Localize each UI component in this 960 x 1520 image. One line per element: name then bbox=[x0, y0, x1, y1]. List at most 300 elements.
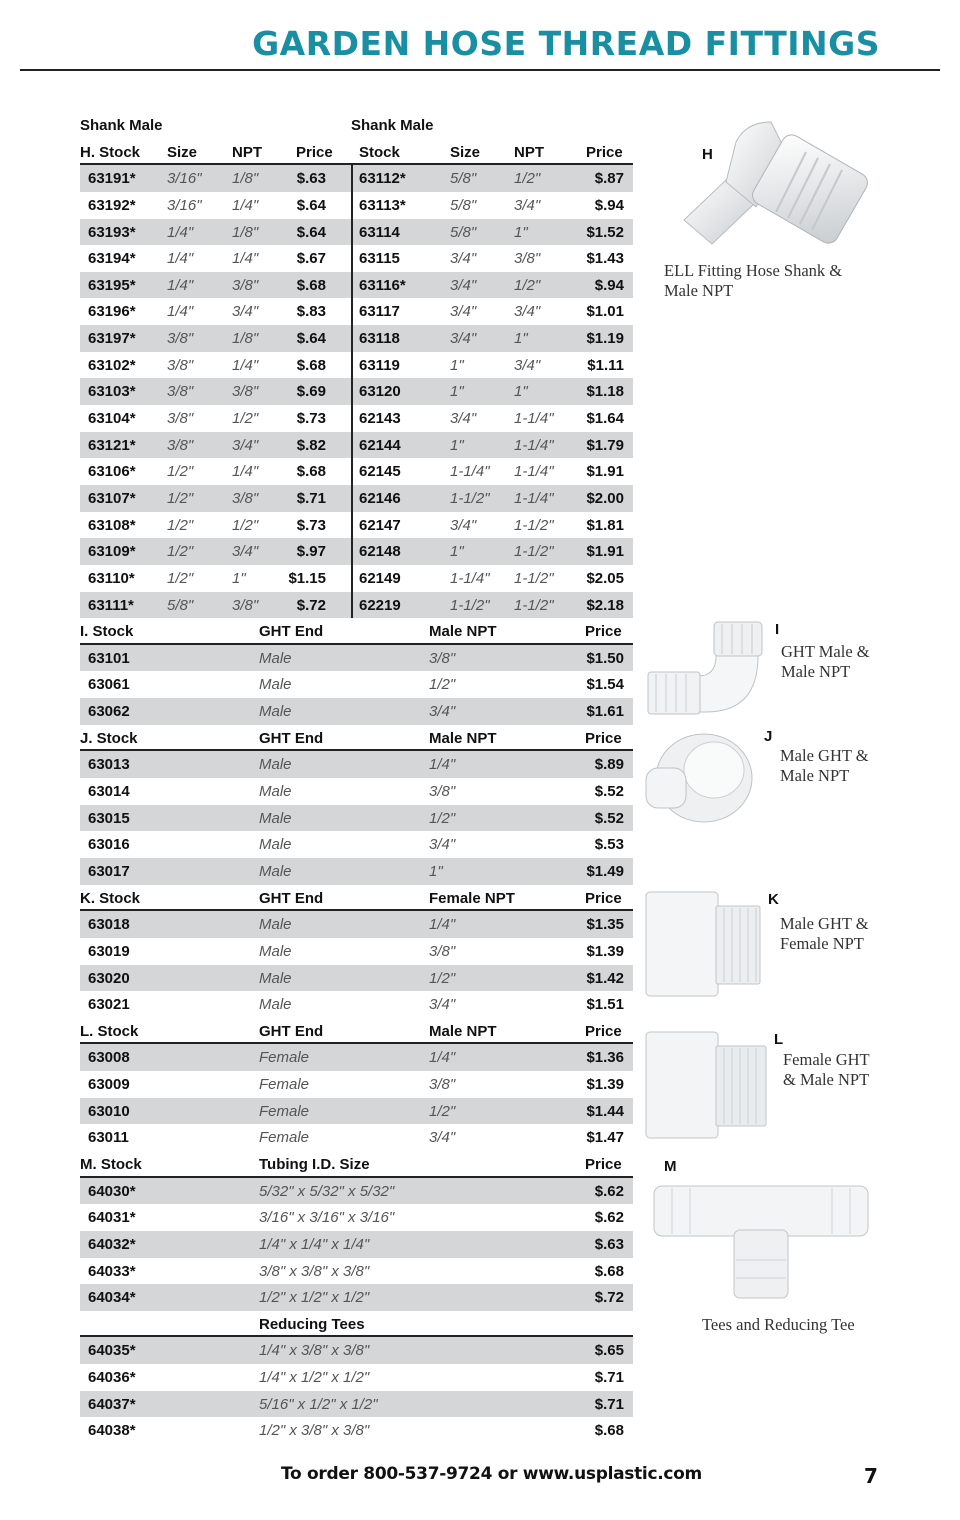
col-price: Price bbox=[585, 729, 622, 747]
figure-j-letter: J bbox=[764, 728, 773, 745]
price: $.82 bbox=[296, 436, 326, 454]
npt-size: 1/8" bbox=[232, 223, 259, 241]
table-row bbox=[80, 1044, 633, 1071]
page-number: 7 bbox=[864, 1464, 878, 1488]
stock-number: 62149 bbox=[359, 569, 401, 587]
caption-line: Male GHT & bbox=[780, 914, 869, 933]
stock-number: 62146 bbox=[359, 489, 401, 507]
col-ght-end: GHT End bbox=[259, 889, 324, 907]
stock-number: 63120 bbox=[359, 383, 401, 401]
table-row bbox=[80, 485, 633, 512]
npt-size: 1" bbox=[429, 862, 443, 880]
npt-size: 1/2" bbox=[514, 170, 541, 188]
ght-end: Male bbox=[259, 756, 292, 774]
section-h-group-header bbox=[80, 112, 633, 139]
stock-number: 62143 bbox=[359, 410, 401, 428]
price: $.52 bbox=[594, 783, 624, 801]
ght-end: Male bbox=[259, 862, 292, 880]
price: $1.47 bbox=[586, 1129, 624, 1147]
ght-end: Female bbox=[259, 1102, 310, 1120]
section-h-rows bbox=[80, 165, 633, 618]
col-stock: H. Stock bbox=[80, 143, 141, 161]
price: $2.05 bbox=[586, 569, 624, 587]
page-title: GARDEN HOSE THREAD FITTINGS bbox=[252, 24, 880, 63]
price: $.63 bbox=[594, 1235, 624, 1253]
col-stock: M. Stock bbox=[80, 1155, 142, 1173]
stock-number: 63111* bbox=[88, 596, 134, 614]
col-npt-right: NPT bbox=[514, 143, 544, 161]
price: $.64 bbox=[296, 330, 326, 348]
npt-size: 1/2" bbox=[429, 676, 456, 694]
shank-size: 1" bbox=[450, 436, 464, 454]
npt-size: 3/8" bbox=[429, 942, 456, 960]
npt-size: 3/8" bbox=[232, 276, 259, 294]
price: $.68 bbox=[594, 1262, 624, 1280]
col-stock: L. Stock bbox=[80, 1022, 139, 1040]
stock-number: 63197* bbox=[88, 330, 136, 348]
shank-size: 3/4" bbox=[450, 330, 477, 348]
col-size: Size bbox=[167, 143, 198, 161]
npt-size: 1/4" bbox=[429, 756, 456, 774]
price: $.64 bbox=[296, 196, 326, 214]
figure-m-letter: M bbox=[664, 1158, 677, 1175]
ght-end: Female bbox=[259, 1049, 310, 1067]
stock-number: 64035* bbox=[88, 1342, 136, 1360]
ght-end: Male bbox=[259, 942, 292, 960]
table-row bbox=[80, 1098, 633, 1125]
col-male-npt: Male NPT bbox=[429, 729, 497, 747]
shank-size: 3/16" bbox=[167, 170, 202, 188]
section-k-header bbox=[80, 885, 633, 912]
table-row bbox=[80, 565, 633, 592]
stock-number: 63107* bbox=[88, 489, 136, 507]
price: $1.44 bbox=[586, 1102, 624, 1120]
table-row bbox=[80, 512, 633, 539]
col-female-npt: Female NPT bbox=[429, 889, 515, 907]
npt-size: 3/4" bbox=[232, 436, 259, 454]
stock-number: 63113* bbox=[359, 196, 406, 214]
tubing-size: 3/16" x 3/16" x 3/16" bbox=[259, 1209, 395, 1227]
male-ght-male-npt-image bbox=[644, 728, 756, 828]
shank-size: 1-1/2" bbox=[450, 596, 490, 614]
stock-number: 64032* bbox=[88, 1235, 136, 1253]
tubing-size: 3/8" x 3/8" x 3/8" bbox=[259, 1262, 370, 1280]
section-j-rows bbox=[80, 751, 633, 884]
shank-size: 3/4" bbox=[450, 276, 477, 294]
tubing-size: 1/4" x 1/2" x 1/2" bbox=[259, 1369, 370, 1387]
npt-size: 1" bbox=[514, 383, 528, 401]
stock-number: 63015 bbox=[88, 809, 130, 827]
tubing-size: 1/4" x 3/8" x 3/8" bbox=[259, 1342, 370, 1360]
tubing-size: 5/32" x 5/32" x 5/32" bbox=[259, 1182, 395, 1200]
stock-number: 62148 bbox=[359, 543, 401, 561]
table-row bbox=[80, 1417, 633, 1444]
npt-size: 1/2" bbox=[429, 809, 456, 827]
col-price: Price bbox=[585, 623, 622, 641]
table-row bbox=[80, 911, 633, 938]
price: $.67 bbox=[296, 250, 326, 268]
table-row bbox=[80, 378, 633, 405]
figure-k-caption bbox=[780, 914, 869, 954]
price: $.87 bbox=[594, 170, 624, 188]
shank-size: 1/2" bbox=[167, 463, 194, 481]
shank-size: 1/4" bbox=[167, 223, 194, 241]
table-row bbox=[80, 245, 633, 272]
group-label-right: Shank Male bbox=[351, 117, 434, 134]
npt-size: 3/8" bbox=[232, 596, 259, 614]
npt-size: 3/4" bbox=[514, 196, 541, 214]
col-stock: J. Stock bbox=[80, 729, 138, 747]
table-row bbox=[80, 538, 633, 565]
figure-i-letter: I bbox=[775, 621, 780, 638]
stock-number: 64038* bbox=[88, 1422, 136, 1440]
npt-size: 1-1/2" bbox=[514, 543, 554, 561]
shank-size: 1/2" bbox=[167, 543, 194, 561]
col-price: Price bbox=[585, 1155, 622, 1173]
stock-number: 63008 bbox=[88, 1049, 130, 1067]
price: $1.49 bbox=[586, 862, 624, 880]
npt-size: 1" bbox=[514, 330, 528, 348]
male-ght-female-npt-image bbox=[644, 888, 764, 1000]
npt-size: 1-1/2" bbox=[514, 569, 554, 587]
ght-end: Male bbox=[259, 996, 292, 1014]
npt-size: 1" bbox=[514, 223, 528, 241]
stock-number: 63104* bbox=[88, 410, 136, 428]
stock-number: 63013 bbox=[88, 756, 130, 774]
figure-l-letter: L bbox=[774, 1031, 784, 1048]
stock-number: 64033* bbox=[88, 1262, 136, 1280]
price: $1.15 bbox=[288, 569, 326, 587]
table-row bbox=[80, 671, 633, 698]
stock-number: 62145 bbox=[359, 463, 401, 481]
col-npt: NPT bbox=[232, 143, 262, 161]
npt-size: 1/8" bbox=[232, 330, 259, 348]
ght-end: Male bbox=[259, 649, 292, 667]
stock-number: 63110* bbox=[88, 569, 135, 587]
figure-j-caption bbox=[780, 746, 869, 786]
stock-number: 63101 bbox=[88, 649, 130, 667]
price: $1.91 bbox=[586, 463, 624, 481]
caption-line: Female NPT bbox=[780, 934, 864, 953]
col-stock: I. Stock bbox=[80, 623, 134, 641]
stock-number: 62144 bbox=[359, 436, 401, 454]
shank-size: 1" bbox=[450, 356, 464, 374]
ght-end: Male bbox=[259, 836, 292, 854]
npt-size: 1/2" bbox=[232, 516, 259, 534]
stock-number: 63115 bbox=[359, 250, 400, 268]
price: $.89 bbox=[594, 756, 624, 774]
price: $1.39 bbox=[586, 942, 624, 960]
figure-k-letter: K bbox=[768, 891, 779, 908]
price: $.62 bbox=[594, 1209, 624, 1227]
stock-number: 63117 bbox=[359, 303, 400, 321]
price: $1.54 bbox=[586, 676, 624, 694]
stock-number: 63102* bbox=[88, 356, 136, 374]
npt-size: 1/4" bbox=[232, 250, 259, 268]
table-row bbox=[80, 219, 633, 246]
price: $.83 bbox=[296, 303, 326, 321]
figure-h-letter: H bbox=[702, 146, 713, 163]
tubing-size: 1/4" x 1/4" x 1/4" bbox=[259, 1235, 370, 1253]
section-m-reducing-rows bbox=[80, 1337, 633, 1444]
section-m-header bbox=[80, 1151, 633, 1178]
price: $1.42 bbox=[586, 969, 624, 987]
section-h-column-header bbox=[80, 139, 633, 166]
table-row bbox=[80, 592, 633, 619]
shank-size: 1/2" bbox=[167, 489, 194, 507]
shank-size: 1-1/4" bbox=[450, 463, 490, 481]
figure-i-caption bbox=[781, 642, 870, 682]
stock-number: 63121* bbox=[88, 436, 136, 454]
price: $.52 bbox=[594, 809, 624, 827]
npt-size: 1/2" bbox=[232, 410, 259, 428]
figure-l-caption bbox=[783, 1050, 870, 1090]
table-row bbox=[80, 858, 633, 885]
table-row bbox=[80, 991, 633, 1018]
caption-line: Male GHT & bbox=[780, 746, 869, 765]
npt-size: 1" bbox=[232, 569, 246, 587]
npt-size: 3/4" bbox=[429, 996, 456, 1014]
price: $2.18 bbox=[586, 596, 624, 614]
table-row bbox=[80, 965, 633, 992]
female-ght-male-npt-image bbox=[644, 1028, 770, 1142]
reducing-tees-label: Reducing Tees bbox=[259, 1315, 365, 1333]
stock-number: 63020 bbox=[88, 969, 130, 987]
price: $1.64 bbox=[586, 410, 624, 428]
col-ght-end: GHT End bbox=[259, 623, 324, 641]
ght-end: Male bbox=[259, 783, 292, 801]
col-male-npt: Male NPT bbox=[429, 1022, 497, 1040]
stock-number: 63009 bbox=[88, 1076, 130, 1094]
stock-number: 62219 bbox=[359, 596, 401, 614]
col-ght-end: GHT End bbox=[259, 729, 324, 747]
npt-size: 1/4" bbox=[429, 916, 456, 934]
shank-size: 1-1/4" bbox=[450, 569, 490, 587]
stock-number: 63106* bbox=[88, 463, 136, 481]
ght-end: Male bbox=[259, 969, 292, 987]
caption-line: Female GHT bbox=[783, 1050, 870, 1069]
price: $1.43 bbox=[586, 250, 624, 268]
fittings-tables bbox=[80, 112, 633, 1444]
stock-number: 63192* bbox=[88, 196, 136, 214]
table-row bbox=[80, 831, 633, 858]
npt-size: 1-1/2" bbox=[514, 516, 554, 534]
ght-end: Male bbox=[259, 676, 292, 694]
stock-number: 64030* bbox=[88, 1182, 136, 1200]
ght-end: Male bbox=[259, 809, 292, 827]
shank-size: 3/8" bbox=[167, 383, 194, 401]
price: $1.18 bbox=[586, 383, 624, 401]
npt-size: 3/4" bbox=[232, 303, 259, 321]
price: $.62 bbox=[594, 1182, 624, 1200]
col-size-right: Size bbox=[450, 143, 481, 161]
stock-number: 63119 bbox=[359, 356, 400, 374]
price: $.71 bbox=[296, 489, 326, 507]
price: $1.35 bbox=[586, 916, 624, 934]
title-rule bbox=[20, 69, 940, 71]
price: $.71 bbox=[594, 1395, 624, 1413]
table-row bbox=[80, 352, 633, 379]
price: $1.11 bbox=[587, 356, 624, 374]
price: $.69 bbox=[296, 383, 326, 401]
table-row bbox=[80, 698, 633, 725]
price: $1.91 bbox=[586, 543, 624, 561]
elbow-fitting-image bbox=[676, 112, 876, 262]
price: $.68 bbox=[296, 276, 326, 294]
col-stock: K. Stock bbox=[80, 889, 141, 907]
tubing-size: 1/2" x 1/2" x 1/2" bbox=[259, 1289, 370, 1307]
caption-line: GHT Male & bbox=[781, 642, 870, 661]
price: $1.79 bbox=[586, 436, 624, 454]
figure-h-caption bbox=[664, 261, 842, 301]
stock-number: 63196* bbox=[88, 303, 136, 321]
price: $1.51 bbox=[586, 996, 624, 1014]
col-stock-right: Stock bbox=[359, 143, 400, 161]
table-row bbox=[80, 272, 633, 299]
shank-size: 3/4" bbox=[450, 516, 477, 534]
table-row bbox=[80, 1178, 633, 1205]
price: $1.50 bbox=[586, 649, 624, 667]
npt-size: 1/2" bbox=[429, 1102, 456, 1120]
tubing-size: 1/2" x 3/8" x 3/8" bbox=[259, 1422, 370, 1440]
caption-line: & Male NPT bbox=[783, 1070, 870, 1089]
ght-end: Male bbox=[259, 916, 292, 934]
shank-size: 3/4" bbox=[450, 303, 477, 321]
stock-number: 63195* bbox=[88, 276, 136, 294]
npt-size: 3/4" bbox=[514, 303, 541, 321]
shank-size: 5/8" bbox=[167, 596, 194, 614]
section-l-header bbox=[80, 1018, 633, 1045]
section-i-header bbox=[80, 618, 633, 645]
price: $.68 bbox=[594, 1422, 624, 1440]
shank-size: 3/8" bbox=[167, 436, 194, 454]
stock-number: 63116* bbox=[359, 276, 406, 294]
shank-size: 5/8" bbox=[450, 223, 477, 241]
stock-number: 63016 bbox=[88, 836, 130, 854]
shank-size: 1/2" bbox=[167, 569, 194, 587]
table-row bbox=[80, 645, 633, 672]
col-price: Price bbox=[585, 1022, 622, 1040]
section-l-rows bbox=[80, 1044, 633, 1151]
col-price: Price bbox=[585, 889, 622, 907]
npt-size: 3/4" bbox=[232, 543, 259, 561]
caption-line: Male NPT bbox=[781, 662, 851, 681]
npt-size: 3/8" bbox=[429, 649, 456, 667]
npt-size: 3/8" bbox=[232, 489, 259, 507]
price: $.64 bbox=[296, 223, 326, 241]
npt-size: 1/4" bbox=[429, 1049, 456, 1067]
stock-number: 63019 bbox=[88, 942, 130, 960]
col-price: Price bbox=[296, 143, 333, 161]
stock-number: 63114 bbox=[359, 223, 400, 241]
price: $.72 bbox=[594, 1289, 624, 1307]
tubing-size: 5/16" x 1/2" x 1/2" bbox=[259, 1395, 378, 1413]
price: $1.19 bbox=[586, 330, 624, 348]
group-label-left: Shank Male bbox=[80, 117, 163, 134]
col-price-right: Price bbox=[586, 143, 623, 161]
shank-size: 3/8" bbox=[167, 410, 194, 428]
table-row bbox=[80, 1391, 633, 1418]
caption-line: Male NPT bbox=[664, 281, 734, 300]
stock-number: 63018 bbox=[88, 916, 130, 934]
stock-number: 63193* bbox=[88, 223, 136, 241]
npt-size: 1-1/4" bbox=[514, 436, 554, 454]
stock-number: 63103* bbox=[88, 383, 136, 401]
price: $.53 bbox=[594, 836, 624, 854]
npt-size: 3/8" bbox=[514, 250, 541, 268]
table-row bbox=[80, 298, 633, 325]
price: $1.61 bbox=[586, 703, 624, 721]
shank-size: 1/4" bbox=[167, 303, 194, 321]
npt-size: 3/8" bbox=[232, 383, 259, 401]
shank-size: 5/8" bbox=[450, 170, 477, 188]
shank-size: 1/4" bbox=[167, 250, 194, 268]
table-row bbox=[80, 432, 633, 459]
npt-size: 3/4" bbox=[514, 356, 541, 374]
stock-number: 63108* bbox=[88, 516, 136, 534]
table-row bbox=[80, 1258, 633, 1285]
table-row bbox=[80, 458, 633, 485]
npt-size: 3/4" bbox=[429, 1129, 456, 1147]
table-row bbox=[80, 325, 633, 352]
ght-end: Male bbox=[259, 703, 292, 721]
stock-number: 63010 bbox=[88, 1102, 130, 1120]
stock-number: 63112* bbox=[359, 170, 406, 188]
table-row bbox=[80, 165, 633, 192]
npt-size: 1/8" bbox=[232, 170, 259, 188]
caption-line: Male NPT bbox=[780, 766, 850, 785]
section-k-rows bbox=[80, 911, 633, 1018]
stock-number: 63194* bbox=[88, 250, 136, 268]
table-row bbox=[80, 1364, 633, 1391]
shank-size: 1-1/2" bbox=[450, 489, 490, 507]
price: $.94 bbox=[594, 196, 624, 214]
price: $.94 bbox=[594, 276, 624, 294]
table-row bbox=[80, 1284, 633, 1311]
price: $.68 bbox=[296, 356, 326, 374]
table-row bbox=[80, 1231, 633, 1258]
shank-size: 3/16" bbox=[167, 196, 202, 214]
npt-size: 3/4" bbox=[429, 836, 456, 854]
npt-size: 1-1/4" bbox=[514, 410, 554, 428]
price: $.73 bbox=[296, 410, 326, 428]
price: $.97 bbox=[296, 543, 326, 561]
npt-size: 3/8" bbox=[429, 783, 456, 801]
shank-size: 3/8" bbox=[167, 330, 194, 348]
tee-fitting-image bbox=[650, 1180, 872, 1302]
shank-size: 1" bbox=[450, 543, 464, 561]
price: $.71 bbox=[594, 1369, 624, 1387]
col-male-npt: Male NPT bbox=[429, 623, 497, 641]
stock-number: 64036* bbox=[88, 1369, 136, 1387]
col-ght-end: GHT End bbox=[259, 1022, 324, 1040]
order-info: To order 800-537-9724 or www.usplastic.com bbox=[281, 1464, 702, 1484]
shank-size: 3/8" bbox=[167, 356, 194, 374]
ght-male-elbow-image bbox=[646, 620, 776, 720]
table-row bbox=[80, 405, 633, 432]
reducing-tees-header bbox=[80, 1311, 633, 1338]
npt-size: 1-1/4" bbox=[514, 463, 554, 481]
ght-end: Female bbox=[259, 1076, 310, 1094]
table-row bbox=[80, 938, 633, 965]
npt-size: 3/4" bbox=[429, 703, 456, 721]
npt-size: 1/4" bbox=[232, 463, 259, 481]
section-i-rows bbox=[80, 645, 633, 725]
table-row bbox=[80, 1071, 633, 1098]
shank-size: 1" bbox=[450, 383, 464, 401]
price: $1.52 bbox=[586, 223, 624, 241]
npt-size: 1-1/2" bbox=[514, 596, 554, 614]
